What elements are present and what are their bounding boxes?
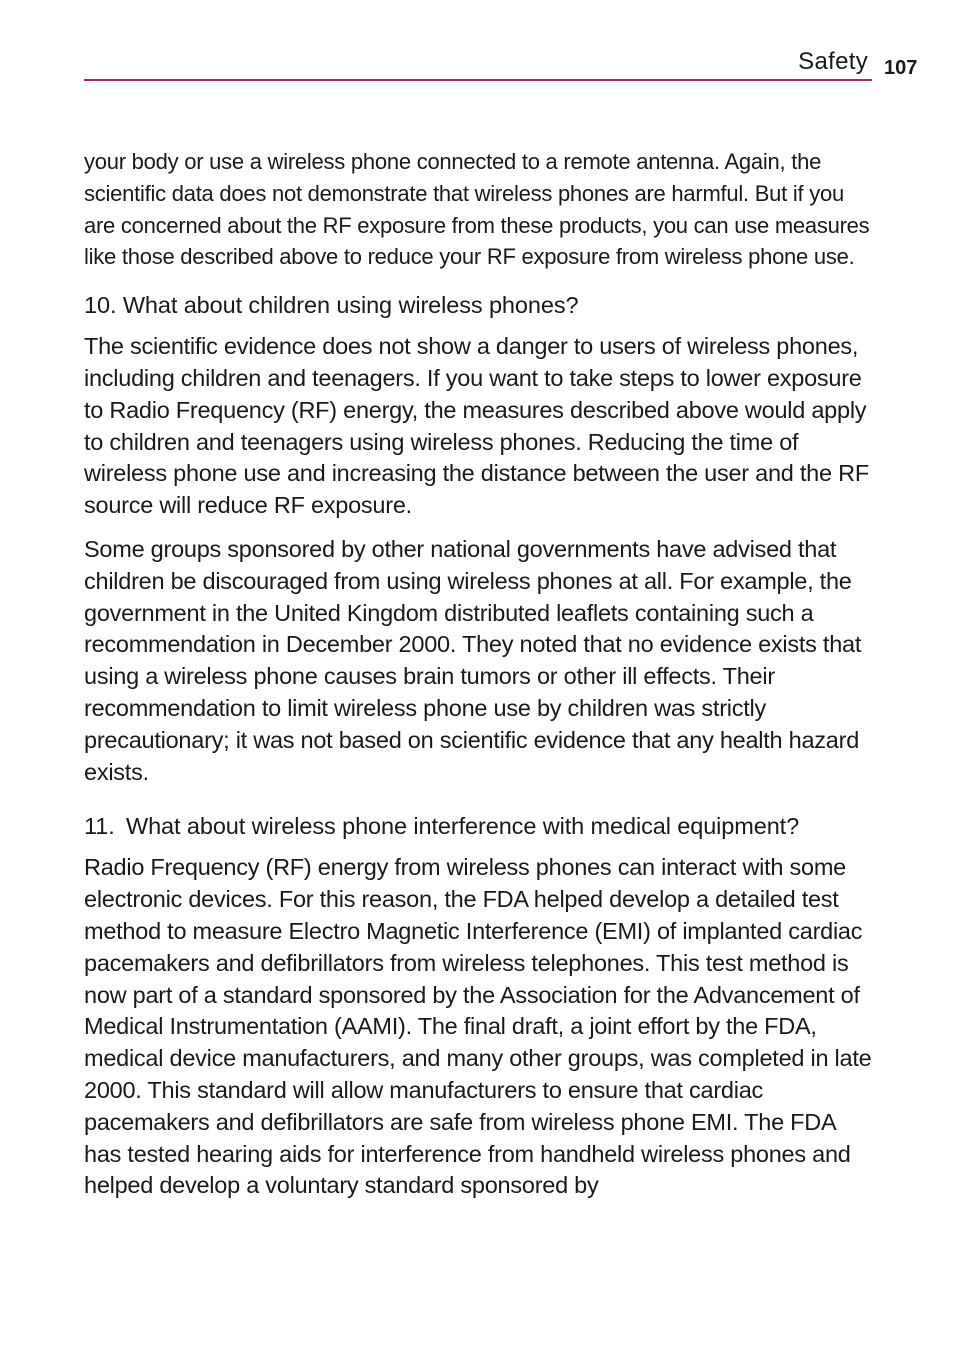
section-heading-text: What about wireless phone interference with medical equipment? <box>126 813 800 840</box>
section-heading-children <box>84 289 874 321</box>
paragraph: Radio Frequency (RF) energy from wireless phones can interact with some electronic devices. For this reason, the FDA helped develop a detailed test method to measure Electro Magnetic Interference (EMI) of implanted cardiac pacemakers and defibrillators from wireless telephones. This test method is now part of a standard sponsored by the Association for the Advancement of Medical Instrumentation (AAMI). The final draft, a joint effort by the FDA, medical device manufacturers, and many other groups, was completed in late 2000. This standard will allow manufacturers to ensure that cardiac pacemakers and defibrillators are safe from wireless phone EMI. The FDA has tested hearing aids for interference from handheld wireless phones and helped develop a voluntary standard sponsored by <box>84 854 872 1199</box>
section-number: 10. <box>84 292 123 319</box>
page-number: 107 <box>884 57 918 79</box>
section-number: 11. <box>84 813 115 840</box>
paragraph: The scientific evidence does not show a danger to users of wireless phones, including children and teenagers. If you want to take steps to lower exposure to Radio Frequency (RF) energy, the measures described above would apply to children and teenagers using wireless phones. Reducing the time of wireless phone use and increasing the distance between the user and the RF source will reduce RF exposure. <box>84 333 869 519</box>
paragraph: Some groups sponsored by other national governments have advised that children be discouraged from using wireless phones at all. For example, the government in the United Kingdom distributed leaflets containing such a recommendation in December 2000. They noted that no evidence exists that using a wireless phone causes brain tumors or other ill effects. Their recommendation to limit wireless phone use by children was strictly precautionary; it was not based on scientific evidence that any health hazard exists. <box>84 535 862 785</box>
section-heading-medical <box>84 810 874 842</box>
page-header <box>0 0 954 90</box>
header-divider <box>84 79 872 81</box>
page-body <box>84 146 874 1214</box>
section-heading-text: What about children using wireless phones? <box>122 292 579 319</box>
section-title: Safety <box>798 48 868 75</box>
intro-paragraph: your body or use a wireless phone connected to a remote antenna. Again, the scientific data does not demonstrate that wireless phones are harmful. But if you are concerned about the RF exposure from these products, you can use measures like those described above to reduce your RF exposure from wireless phone use. <box>84 149 870 270</box>
